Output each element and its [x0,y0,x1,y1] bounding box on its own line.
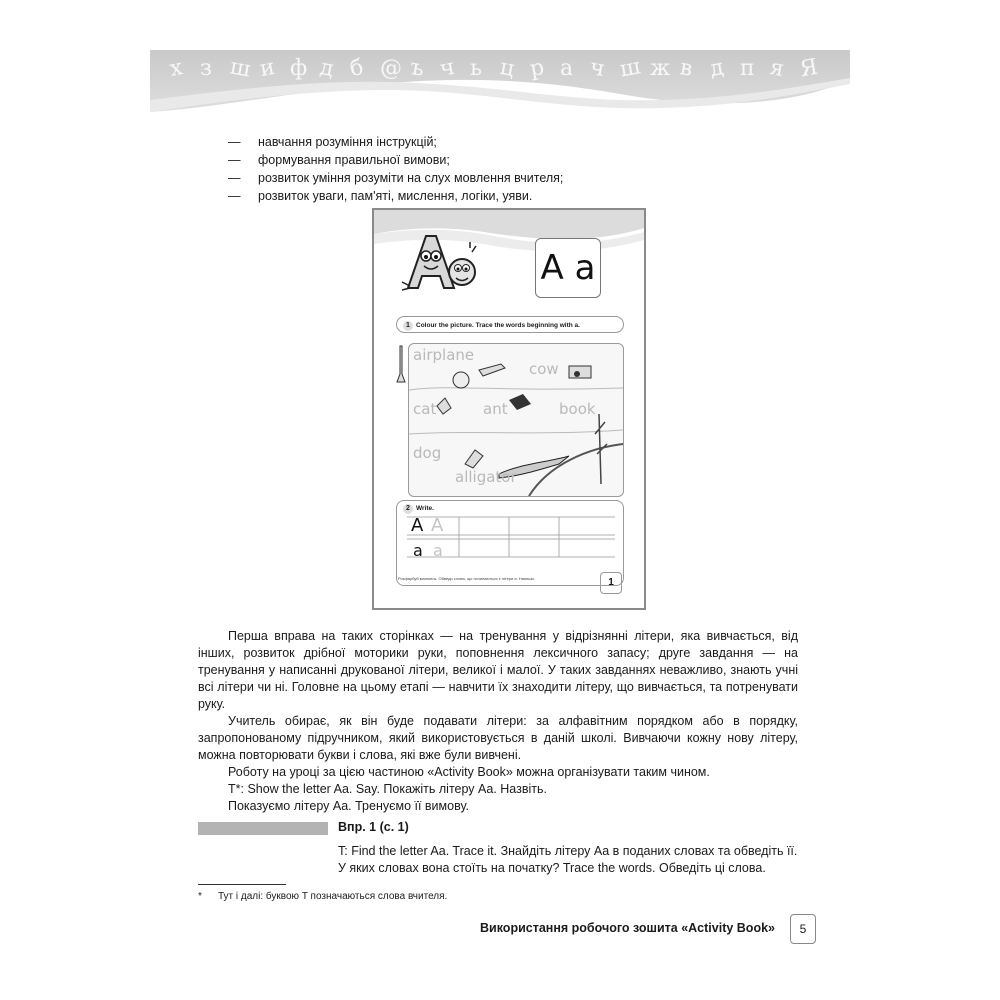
banner-letter: ж [650,56,671,81]
banner-letter: @ [380,56,402,81]
banner-letter: ь [470,56,482,81]
section-title: Впр. 1 (с. 1) [338,820,409,834]
list-item-text: навчання розуміння інструкцій; [258,135,437,149]
banner-letter: а [560,56,574,81]
exercise-text: Colour the picture. Trace the words beginning with a. [416,322,580,329]
exercise-number: 2 [403,504,413,514]
exercise-number: 1 [403,321,413,331]
word-cat: cat [413,400,437,418]
giraffe-icon [394,344,408,384]
workbook-letter-card: A a [535,238,601,298]
footnote [198,891,447,902]
banner-letter: п [740,56,755,81]
footnote-rule [198,884,286,885]
banner-letter: з [200,56,212,81]
banner-letter: ц [497,54,517,83]
bullet-dash: — [228,189,241,203]
list-item [228,133,563,151]
bullet-dash: — [228,171,241,185]
banner-letter: ч [587,54,607,83]
banner-letter: в [677,55,695,82]
list-item-text: розвиток уміння розуміти на слух мовлення вчителя; [258,171,564,185]
list-item [228,151,563,169]
banner-letter: д [707,55,726,82]
section-bar [198,822,328,835]
list-item [228,187,563,205]
banner-letter: д [317,55,336,82]
exercise-text: Write. [416,505,434,512]
letter-mascot-icon [400,228,480,298]
goals-list [228,133,563,205]
banner-letter: ш [617,54,643,83]
banner-letter: ш [227,54,253,83]
word-ant: ant [483,400,508,418]
banner-letter: я [767,54,786,83]
header-banner [150,50,850,112]
running-footer-title: Використання робочого зошита «Activity Book» [480,921,775,935]
workbook-exercise-1-instruction [396,316,624,333]
banner-letter: ф [290,56,308,81]
exercise-2-instruction [403,504,434,514]
word-cow: cow [529,360,559,378]
paragraph: Перша вправа на таких сторінках — на тренування у відрізнянні літери, яка вивчається, від інших, розвиток дрібної моторики руки, поповнення лексичного запасу; друге завдання — на тренування у написанні друкованої літери, великої і малої. У таких завданнях неважливо, знають учні всі літери чи ні. Головне на цьому етапі — навчити їх знаходити літеру, що вивчається, та потренувати руку. [198,629,798,711]
banner-letter: х [167,55,185,82]
list-item [228,169,563,187]
bullet-dash: — [228,153,241,167]
letter-uppercase-trace: A [431,515,444,536]
workbook-page-number: 1 [600,572,622,594]
workbook-footnote: Розфарбуй малюнок. Обведи слова, що починаються з літери а. Напиши. [398,576,535,581]
letter-lowercase: a [413,541,423,560]
paragraph: Показуємо літеру Aa. Тренуємо її вимову. [228,799,469,813]
banner-letter: б [347,55,366,82]
banner-letter: и [257,54,277,83]
bullet-dash: — [228,135,241,149]
paragraph: T*: Show the letter Aa. Say. Покажіть літеру Aa. Назвіть. [228,782,547,796]
workbook-exercise-2 [396,500,624,586]
banner-letter: ч [437,54,457,83]
paragraph: Роботу на уроці за цією частиною «Activity Book» можна організувати таким чином. [228,765,710,779]
colouring-picture [408,343,624,497]
banner-letter: Я [797,54,820,83]
page-number: 5 [790,914,816,944]
list-item-text: розвиток уваги, пам'яті, мислення, логіки, уяви. [258,189,533,203]
letter-uppercase: A [411,515,424,536]
task-text: T: Find the letter Aa. Trace it. Знайдіть літеру Aa в поданих словах та обведіть її. У яких словах вона стоїть на початку? Trace the words. Обведіть ці слова. [338,844,798,875]
banner-letter: ъ [407,54,427,83]
section-task [338,843,798,877]
word-alligator: alligator [455,468,517,486]
paragraph: Учитель обирає, як він буде подавати літери: за алфавітним порядком або в порядку, запропонованому підручником, який використовується в даній школі. Вивчаючи кожну нову літеру, можна повторювати букви і слова, які вже були вивчені. [198,714,798,762]
list-item-text: формування правильної вимови; [258,153,450,167]
footnote-text: Тут і далі: буквою T позначаються слова вчителя. [218,891,448,902]
word-book: book [559,400,596,418]
workbook-page-image [372,208,646,610]
footnote-mark: * [198,891,202,902]
word-dog: dog [413,444,442,462]
body-text [198,628,798,815]
word-airplane: airplane [413,346,475,364]
banner-letter: р [527,54,547,83]
letter-lowercase-trace: a [433,541,443,560]
